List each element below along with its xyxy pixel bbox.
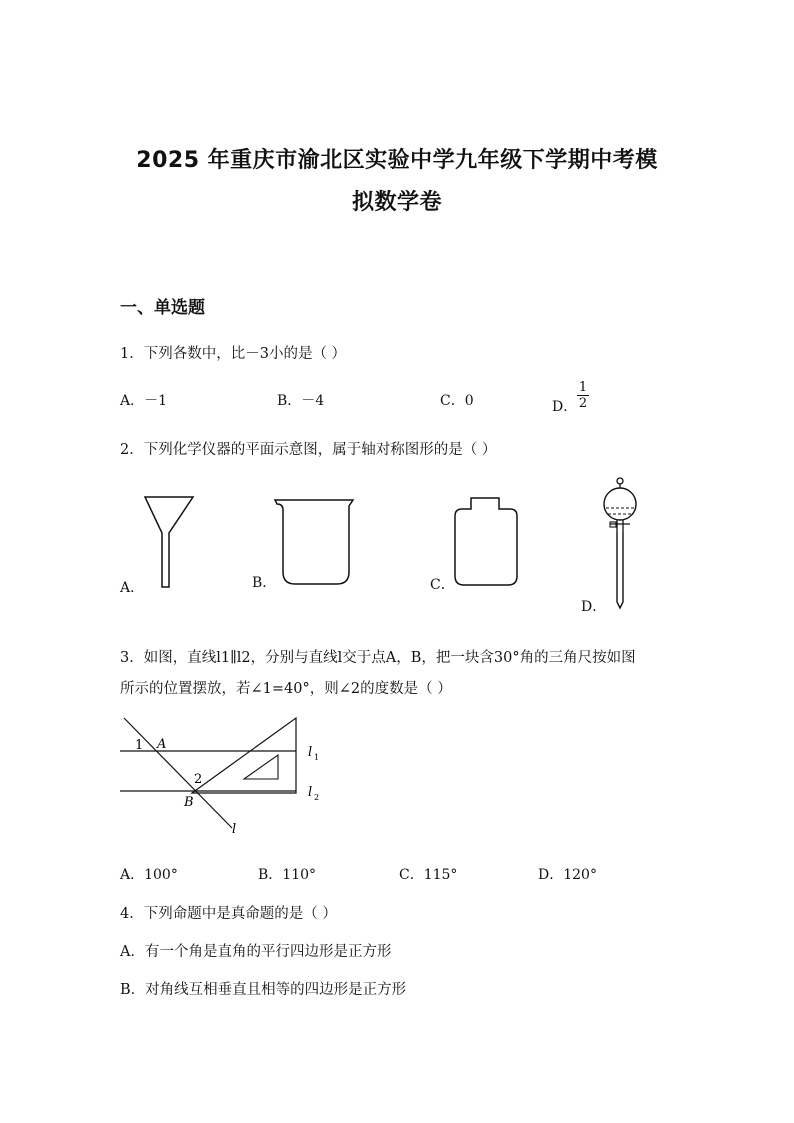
angle-1-label: 1 <box>135 738 144 753</box>
beaker-icon <box>273 496 358 588</box>
question-2-text: 2．下列化学仪器的平面示意图，属于轴对称图形的是（ ） <box>120 442 497 458</box>
bottle-icon <box>452 496 522 588</box>
fraction-numerator: 1 <box>578 380 588 395</box>
fraction-denominator: 2 <box>578 396 588 411</box>
q3-option-c: C．115° <box>399 867 458 883</box>
document-title <box>100 140 694 224</box>
q3-option-a: A．100° <box>120 867 178 883</box>
q1-option-d: D． <box>552 399 578 415</box>
q1-option-d-fraction <box>577 381 589 410</box>
q2-option-c: C． <box>430 577 455 593</box>
point-a-label: A <box>157 737 167 752</box>
angle-2-label: 2 <box>194 772 203 787</box>
title-line-1: 2025 年重庆市渝北区实验中学九年级下学期中考模 <box>136 148 658 173</box>
q1-option-a: A．－1 <box>120 393 168 409</box>
q4-option-a: A．有一个角是直角的平行四边形是正方形 <box>120 944 392 960</box>
funnel-icon <box>140 495 200 590</box>
question-1-text: 1．下列各数中，比－3小的是（ ） <box>120 346 347 362</box>
title-line-2: 拟数学卷 <box>351 190 442 215</box>
line-l2-subscript: 2 <box>314 793 320 802</box>
line-l <box>124 718 232 828</box>
line-l2-label: l <box>308 785 313 800</box>
q3-geometry-figure <box>118 714 328 839</box>
point-b-label: B <box>184 795 194 810</box>
line-l-label: l <box>232 822 237 837</box>
question-3-text-line-1: 3．如图，直线l1∥l2，分别与直线l交于点A，B，把一块含30°角的三角尺按如图 <box>120 650 636 666</box>
q2-option-b: B． <box>252 575 277 591</box>
question-3-text-line-2: 所示的位置摆放，若∠1=40°，则∠2的度数是（ ） <box>120 681 452 697</box>
q3-option-b: B．110° <box>258 867 317 883</box>
q3-option-d: D．120° <box>538 867 597 883</box>
q1-option-c: C．0 <box>440 393 474 409</box>
q2-option-a: A． <box>120 580 145 596</box>
set-square-outer <box>192 718 296 793</box>
section-heading-single-choice: 一、单选题 <box>120 298 205 318</box>
separatory-funnel-icon <box>600 474 640 614</box>
question-4-text: 4．下列命题中是真命题的是（ ） <box>120 906 337 922</box>
q2-option-d: D． <box>581 599 607 615</box>
line-l1-subscript: 1 <box>314 753 320 762</box>
line-l1-label: l <box>308 745 313 760</box>
q4-option-b: B．对角线互相垂直且相等的四边形是正方形 <box>120 982 407 998</box>
q1-option-b: B．－4 <box>277 393 325 409</box>
set-square-inner <box>244 755 278 779</box>
